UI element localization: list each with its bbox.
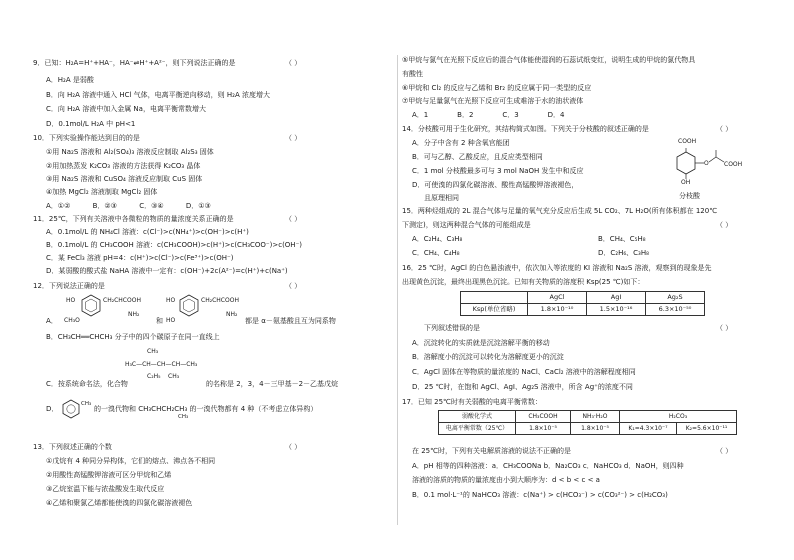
q14-option-d: D．可使溴的四氯化碳溶液、酸性高锰酸钾溶液褪色， — [412, 181, 579, 189]
q12-answer-paren: （ ） — [285, 282, 302, 290]
q12-option-d-label: D． — [46, 405, 59, 413]
ksp-table-header-cell: Ag₂S — [646, 292, 705, 304]
q14-stem: 14．分枝酸可用于生化研究，其结构简式如图。下列关于分枝酸的叙述正确的是 — [402, 125, 649, 133]
ksp-table-cell: 1.5×10⁻¹⁶ — [587, 304, 646, 316]
q14-answer-paren: （ ） — [716, 125, 733, 133]
ksp-table-header-cell: AgCl — [528, 292, 587, 304]
q9-option-a: A．H₂A 是弱酸 — [46, 76, 94, 84]
q13-item-5-cont: 有酸性 — [402, 70, 423, 78]
q12-option-d-text: 的一溴代物和 CH₃CHCH₂CH₃ 的一溴代物都有 4 种（不考虑立体异构） — [94, 405, 318, 413]
q9-option-d: D．0.1mol/L H₂A 中 pH<1 — [46, 120, 136, 128]
q12-d-ch3: CH₃ — [81, 401, 92, 407]
q15-stem: 15．两种烃组成的 2L 混合气体与足量的氧气充分反应后生成 5L CO₂、7L H₂O(所有体积都在 120℃ — [402, 207, 718, 215]
q12-option-c-label: C．按系统命名法，化合物 — [46, 380, 128, 388]
ka-table-cell: K₂=5.6×10⁻¹¹ — [677, 423, 737, 435]
q17-stem: 17．已知 25℃时有关弱酸的电离平衡常数： — [402, 398, 542, 406]
q11-option-d: D．某弱酸的酸式盐 NaHA 溶液中一定有：c(OH⁻)+2c(A²⁻)=c(H⁺)+c(Na⁺) — [46, 267, 288, 275]
q17-option-b: B．0.1 mol·L⁻¹的 NaHCO₃ 溶液：c(Na⁺) > c(HCO₃⁻) > c(CO₃²⁻) > c(H₂CO₃) — [412, 491, 668, 499]
ksp-table-row-label: Ksp(单位省略) — [461, 304, 528, 316]
q10-answer-paren: （ ） — [285, 134, 302, 142]
ka-table-cell: 1.8×10⁻⁵ — [571, 423, 620, 435]
q12-option-c-text: 的名称是 2，3，4－三甲基－2－乙基戊烷 — [206, 380, 339, 388]
ka-table-header-row — [439, 411, 737, 423]
q13-item-2: ②用酸性高锰酸钾溶液可区分甲烷和乙烯 — [46, 471, 172, 479]
q16-stem: 16．25 ℃时，AgCl 的白色悬浊液中，依次加入等浓度的 KI 溶液和 Na₂S 溶液，观察到的现象是先 — [402, 264, 712, 272]
q13-item-6: ⑥甲烷和 Cl₂ 的反应与乙烯和 Br₂ 的反应属于同一类型的反应 — [402, 84, 592, 92]
q14-option-b: B．可与乙醇、乙酸反应，且反应类型相同 — [412, 153, 543, 161]
ka-table-row — [439, 423, 737, 435]
q14-mol-oh: OH — [681, 179, 691, 186]
q12-c-ch3-top: CH₃ — [147, 348, 159, 355]
q14-mol-caption: 分枝酸 — [679, 192, 700, 200]
q10-item-1: ①用 Na₂S 溶液和 Al₂(SO₄)₃ 溶液反应制取 Al₂S₃ 固体 — [46, 148, 214, 156]
q13-stem: 13．下列叙述正确的个数 — [33, 443, 112, 451]
ksp-table-cell: 1.8×10⁻¹⁰ — [528, 304, 587, 316]
q12-option-a-label: A． — [46, 317, 58, 325]
q12-a1-ho: HO — [66, 297, 76, 304]
q10-item-3: ③用 Na₂S 溶液和 CuSO₄ 溶液反应制取 CuS 固体 — [46, 175, 203, 183]
ka-table-cell: 1.8×10⁻⁵ — [516, 423, 571, 435]
q9-answer-paren: （ ） — [285, 59, 302, 67]
q13-item-3: ③乙烷室温下能与浓盐酸发生取代反应 — [46, 485, 165, 493]
q17-stem-question: 在 25℃时，下列有关电解质溶液的说法不正确的是 — [412, 447, 571, 455]
q12-c-sub-ethyl: C₂H₅ — [147, 373, 161, 380]
q12-d-sub-ch3: CH₃ — [178, 414, 189, 420]
ksp-table — [460, 291, 705, 316]
q15-stem-cont: 下测定)，则这两种混合气体的可能组成是 — [402, 221, 531, 229]
q14-mol-cooh-side: COOH — [724, 161, 743, 168]
q13-answer-paren: （ ） — [285, 443, 302, 451]
q11-option-b: B．0.1mol/L 的 CH₃COOH 溶液：c(CH₃COOH)>c(H⁺)>c(CH₃COO⁻)>c(OH⁻) — [46, 241, 302, 249]
q11-option-a: A．0.1mol/L 的 NH₄Cl 溶液：c(Cl⁻)>c(NH₄⁺)>c(OH⁻)>c(H⁺) — [46, 228, 249, 236]
q12-option-b: B．CH₃CH══CHCH₃ 分子中的四个碳原子在同一直线上 — [46, 333, 220, 341]
q12-c-ch3-bottom: CH₃ — [168, 373, 180, 380]
ksp-table-header-cell — [461, 292, 528, 304]
q12-a2-ho: HO — [166, 297, 176, 304]
q12-a1-side-chain: CH₂CHCOOH — [103, 297, 141, 304]
q14-option-d-cont: 且原理相同 — [424, 194, 459, 202]
q16-option-d: D．25 ℃时，在饱和 AgCl、AgI、Ag₂S 溶液中，所含 Ag⁺的浓度不同 — [412, 383, 633, 391]
ka-table — [438, 410, 737, 435]
ka-table-cell: K₁=4.3×10⁻⁷ — [620, 423, 677, 435]
q17-answer-paren: （ ） — [716, 447, 733, 455]
q15-option-d: D．C₂H₆、C₃H₈ — [598, 249, 649, 257]
ksp-table-row — [461, 304, 705, 316]
q12-a2-nh2: NH₂ — [226, 311, 238, 318]
ksp-table-header-row — [461, 292, 705, 304]
q10-item-2: ②用加热蒸发 K₂CO₃ 溶液的方法获得 K₂CO₃ 晶体 — [46, 162, 201, 170]
q11-stem: 11．25℃，下列有关溶液中各微粒的物质的量浓度关系正确的是 — [33, 215, 234, 223]
ka-table-row-label: 电离平衡常数（25℃） — [439, 423, 516, 435]
q16-option-b: B．溶解度小的沉淀可以转化为溶解度更小的沉淀 — [412, 353, 564, 361]
q14-option-c: C．1 mol 分枝酸最多可与 3 mol NaOH 发生中和反应 — [412, 167, 584, 175]
q12-a2-ho-bottom: HO — [166, 317, 176, 324]
q15-option-b: B．CH₄、C₅H₈ — [598, 235, 646, 243]
q9-option-b: B．向 H₂A 溶液中通入 HCl 气体，电离平衡逆向移动，则 H₂A 浓度增大 — [46, 91, 270, 99]
ka-table-header-cell: NH₃·H₂O — [571, 411, 620, 423]
q10-item-4: ④加热 MgCl₂ 溶液制取 MgCl₂ 固体 — [46, 188, 158, 196]
q12-stem: 12．下列说法正确的是 — [33, 282, 105, 290]
q16-stem-cont: 出现黄色沉淀，最终出现黑色沉淀。已知有关物质的溶度积 Ksp(25 ℃)如下： — [402, 278, 645, 286]
q16-answer-paren: （ ） — [716, 324, 733, 332]
q14-mol-cooh-top: COOH — [678, 138, 697, 145]
q10-choices: A．①② B．②③ C．③④ D．①③ — [46, 202, 211, 210]
q16-stem-question: 下列叙述错误的是 — [424, 324, 480, 332]
q12-c-main-chain: H₃C—CH—CH—CH—CH₃ — [125, 361, 198, 368]
q9-option-c: C．向 H₂A 溶液中加入金属 Na，电离平衡常数增大 — [46, 105, 206, 113]
q15-option-a: A．C₂H₄、C₃H₈ — [412, 235, 463, 243]
q13-item-7: ⑦甲烷与足量氯气在光照下反应可生成难溶于水的油状液体 — [402, 97, 584, 105]
q12-d-toluene-ring — [61, 399, 81, 419]
q11-option-c: C．某 FeCl₃ 溶液 pH=4：c(H⁺)>c(Cl⁻)>c(Fe³⁺)>c(OH⁻) — [46, 254, 234, 262]
q12-option-a-text: 都是 α－氨基酸且互为同系物 — [245, 317, 336, 325]
q12-option-a-and: 和 — [156, 317, 163, 325]
q17-option-a-cont: 溶液的溶质的物质的量浓度由小到大顺序为：d < b < c < a — [412, 476, 600, 484]
q12-a2-side-chain: CH₂CHCOOH — [201, 297, 239, 304]
q15-option-c: C．CH₄、C₄H₈ — [412, 249, 460, 257]
q13-item-5: ⑤甲烷与氯气在光照下反应后的混合气体能使湿润的石蕊试纸变红，说明生成的甲烷的氯代物具 — [402, 56, 696, 64]
q17-option-a: A．pH 相等的四种溶液：a．CH₃COONa b．Na₂CO₃ c．NaHCO₃ d．NaOH，则四种 — [412, 462, 684, 470]
q12-a2-benzene-ring — [178, 294, 200, 318]
q12-a1-ch3o: CH₃O — [64, 317, 80, 324]
q16-option-c: C．AgCl 固体在等物质的量浓度的 NaCl、CaCl₂ 溶液中的溶解程度相同 — [412, 368, 636, 376]
q12-a1-nh2: NH₂ — [128, 311, 140, 318]
ksp-table-header-cell: AgI — [587, 292, 646, 304]
q13-choices: A．1 B．2 C．3 D．4 — [412, 111, 565, 119]
q15-answer-paren: （ ） — [716, 221, 733, 229]
q14-option-a: A．分子中含有 2 种含氧官能团 — [412, 139, 510, 147]
ka-table-header-cell: H₂CO₃ — [620, 411, 737, 423]
q16-option-a: A．沉淀转化的实质就是沉淀溶解平衡的移动 — [412, 339, 550, 347]
svg-text:O: O — [704, 160, 709, 167]
ksp-table-cell: 6.3×10⁻⁵⁰ — [646, 304, 705, 316]
q11-answer-paren: （ ） — [285, 215, 302, 223]
ka-table-header-cell: 弱酸化学式 — [439, 411, 516, 423]
q13-item-4: ④乙烯和聚氯乙烯都能使溴的四氯化碳溶液褪色 — [46, 499, 193, 507]
q9-stem: 9．已知：H₂A=H⁺+HA⁻，HA⁻⇌H⁺+A²⁻，则下列说法正确的是 — [33, 59, 236, 67]
ka-table-header-cell: CH₃COOH — [516, 411, 571, 423]
right-column — [398, 0, 794, 560]
q13-item-1: ①戊烷有 4 种同分异构体，它们的熔点、沸点各不相同 — [46, 457, 216, 465]
q10-stem: 10．下列实验操作能达到目的的是 — [33, 134, 140, 142]
q12-a1-benzene-ring — [80, 294, 102, 318]
